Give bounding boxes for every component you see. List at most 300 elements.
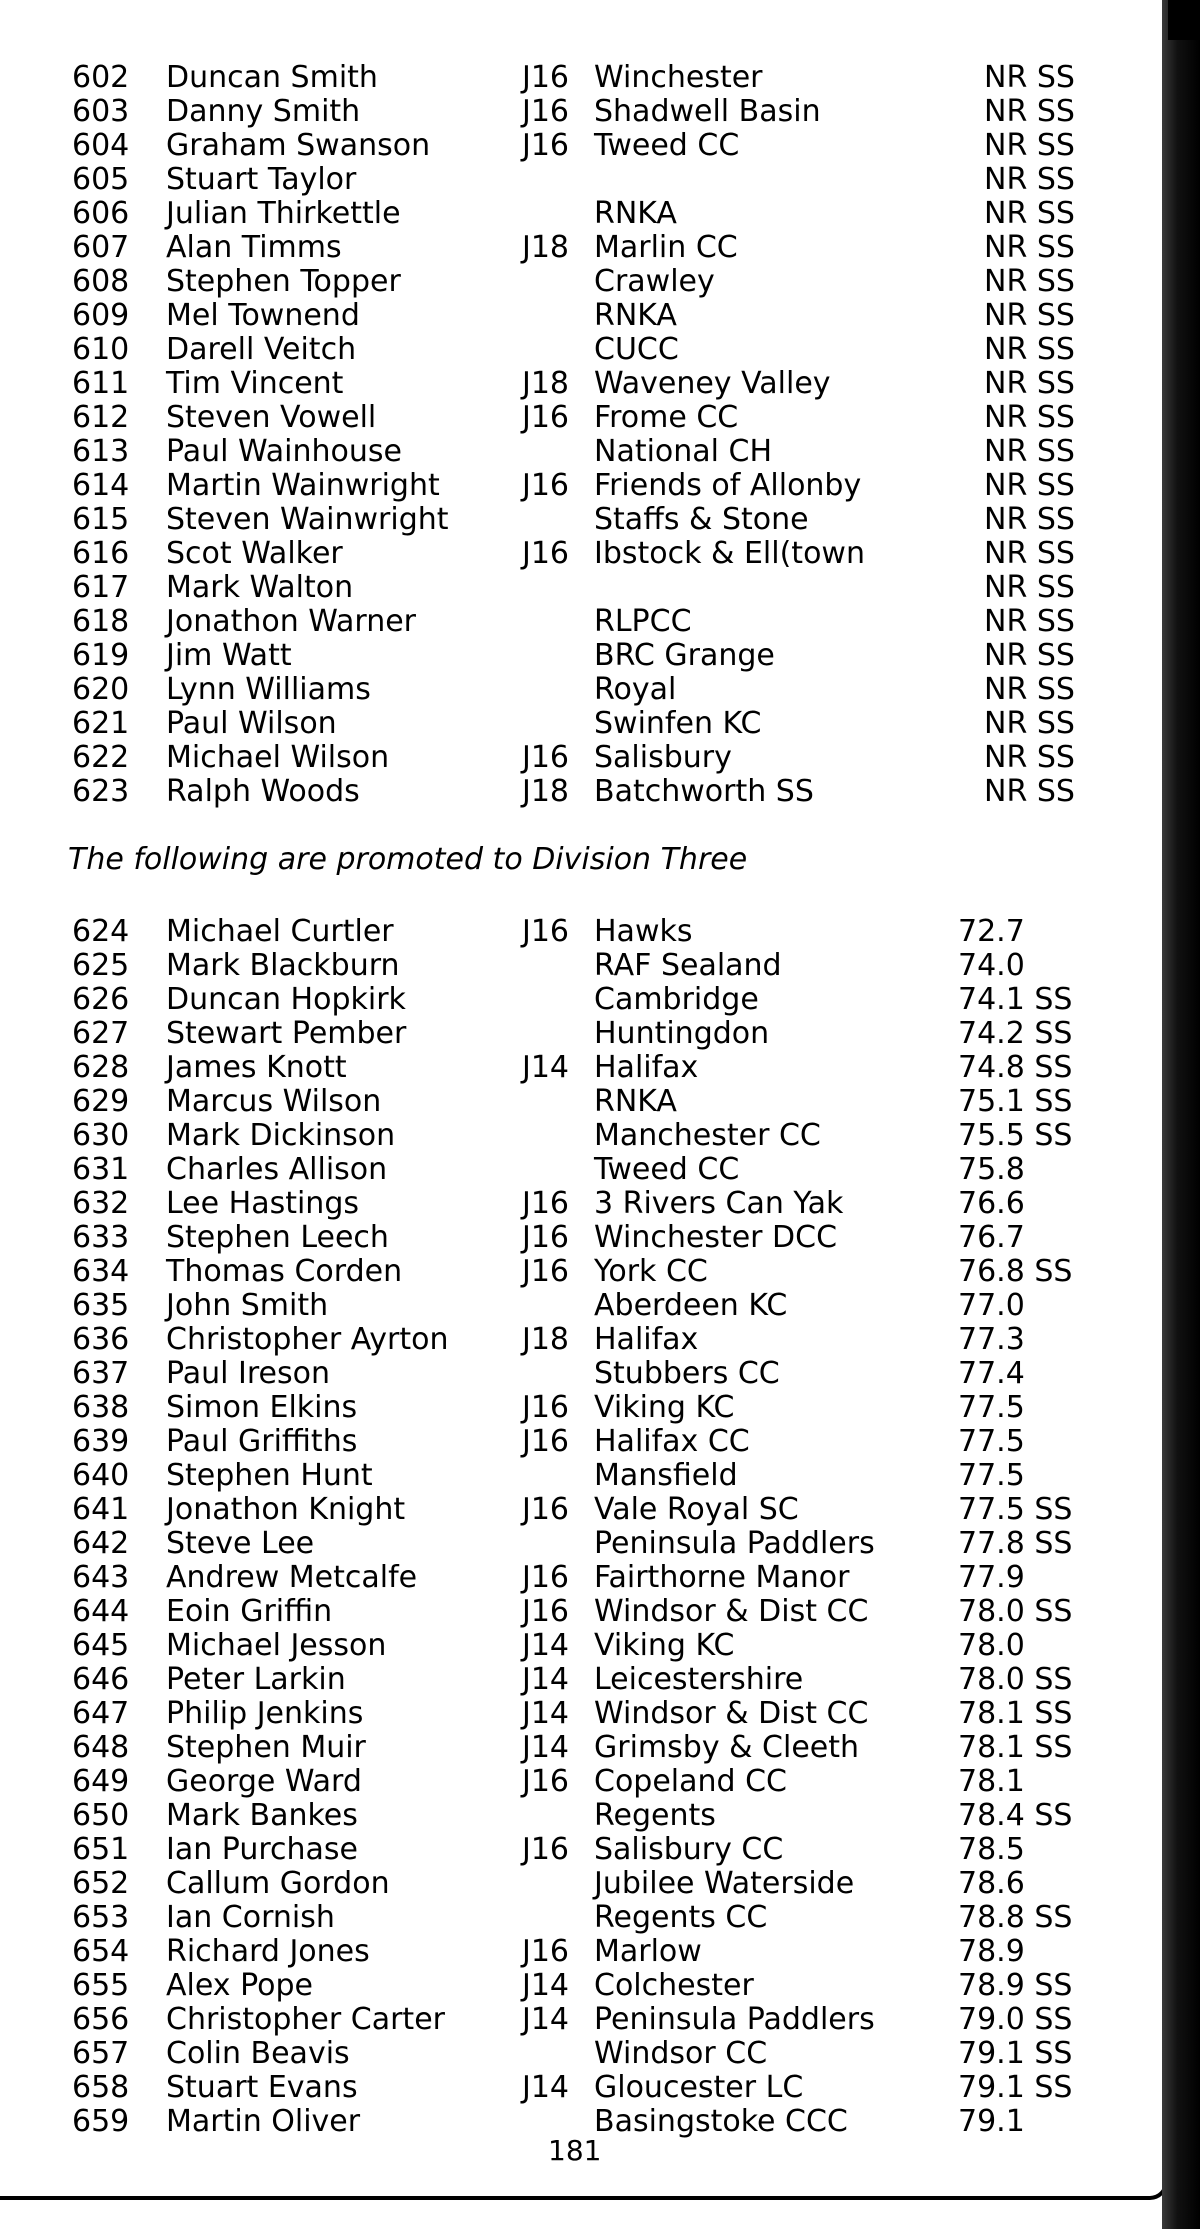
entry-number: 611 xyxy=(72,366,130,401)
result-mark: NR SS xyxy=(984,638,1075,673)
age-class: J18 xyxy=(522,366,570,401)
list-item xyxy=(0,1629,1100,1663)
club-name: Mansfield xyxy=(594,1458,738,1493)
list-item xyxy=(0,367,1100,401)
paddler-name: Duncan Hopkirk xyxy=(166,982,406,1017)
list-item xyxy=(0,1425,1100,1459)
entry-number: 626 xyxy=(72,982,130,1017)
age-class: J16 xyxy=(522,740,570,775)
paddler-name: Thomas Corden xyxy=(166,1254,403,1289)
list-item xyxy=(0,95,1100,129)
club-name: Halifax xyxy=(594,1322,699,1357)
list-item xyxy=(0,775,1100,809)
club-name: Windsor & Dist CC xyxy=(594,1594,869,1629)
club-name: Halifax xyxy=(594,1050,699,1085)
age-class: J16 xyxy=(522,536,570,571)
entry-number: 657 xyxy=(72,2036,130,2071)
entry-number: 608 xyxy=(72,264,130,299)
club-name: Salisbury CC xyxy=(594,1832,784,1867)
paddler-name: Jonathon Knight xyxy=(166,1492,406,1527)
list-item xyxy=(0,1221,1100,1255)
club-name: Hawks xyxy=(594,914,693,949)
club-name: Frome CC xyxy=(594,400,739,435)
entry-number: 630 xyxy=(72,1118,130,1153)
result-mark: 78.8 SS xyxy=(958,1900,1073,1935)
list-item xyxy=(0,1731,1100,1765)
section-heading: The following are promoted to Division Three xyxy=(68,842,748,877)
entry-number: 620 xyxy=(72,672,130,707)
result-mark: 77.5 SS xyxy=(958,1492,1073,1527)
list-item xyxy=(0,1969,1100,2003)
age-class: J16 xyxy=(522,400,570,435)
result-mark: 79.1 xyxy=(958,2104,1025,2139)
club-name: Basingstoke CCC xyxy=(594,2104,848,2139)
entry-number: 651 xyxy=(72,1832,130,1867)
paddler-name: Stuart Evans xyxy=(166,2070,358,2105)
list-item xyxy=(0,1493,1100,1527)
result-mark: 78.6 xyxy=(958,1866,1025,1901)
club-name: Cambridge xyxy=(594,982,759,1017)
entry-number: 642 xyxy=(72,1526,130,1561)
club-name: Waveney Valley xyxy=(594,366,831,401)
paddler-name: James Knott xyxy=(166,1050,347,1085)
result-mark: NR SS xyxy=(984,162,1075,197)
entry-number: 656 xyxy=(72,2002,130,2037)
result-mark: NR SS xyxy=(984,264,1075,299)
result-mark: NR SS xyxy=(984,298,1075,333)
result-mark: NR SS xyxy=(984,434,1075,469)
list-item xyxy=(0,1765,1100,1799)
paddler-name: Mel Townend xyxy=(166,298,360,333)
list-item xyxy=(0,1153,1100,1187)
entry-number: 604 xyxy=(72,128,130,163)
result-mark: NR SS xyxy=(984,366,1075,401)
club-name: Aberdeen KC xyxy=(594,1288,788,1323)
result-mark: 77.0 xyxy=(958,1288,1025,1323)
paddler-name: Paul Wainhouse xyxy=(166,434,402,469)
result-mark: 75.1 SS xyxy=(958,1084,1073,1119)
entry-number: 616 xyxy=(72,536,130,571)
club-name: Stubbers CC xyxy=(594,1356,780,1391)
list-item xyxy=(0,333,1100,367)
age-class: J14 xyxy=(522,1628,570,1663)
list-item xyxy=(0,741,1100,775)
entry-number: 609 xyxy=(72,298,130,333)
club-name: RNKA xyxy=(594,196,677,231)
club-name: Regents xyxy=(594,1798,716,1833)
paddler-name: Callum Gordon xyxy=(166,1866,390,1901)
entry-number: 635 xyxy=(72,1288,130,1323)
age-class: J16 xyxy=(522,1832,570,1867)
list-item xyxy=(0,1527,1100,1561)
paddler-name: Colin Beavis xyxy=(166,2036,350,2071)
entry-number: 639 xyxy=(72,1424,130,1459)
paddler-name: Julian Thirkettle xyxy=(166,196,401,231)
club-name: Tweed CC xyxy=(594,1152,740,1187)
club-name: Leicestershire xyxy=(594,1662,804,1697)
list-item xyxy=(0,673,1100,707)
promoted-list xyxy=(0,915,1100,2139)
club-name: Shadwell Basin xyxy=(594,94,821,129)
paddler-name: Paul Wilson xyxy=(166,706,337,741)
paddler-name: Michael Curtler xyxy=(166,914,394,949)
result-mark: 77.5 xyxy=(958,1458,1025,1493)
result-mark: NR SS xyxy=(984,774,1075,809)
club-name: Winchester xyxy=(594,60,763,95)
club-name: Marlow xyxy=(594,1934,702,1969)
entry-number: 654 xyxy=(72,1934,130,1969)
entry-number: 631 xyxy=(72,1152,130,1187)
unranked-list xyxy=(0,61,1100,809)
list-item xyxy=(0,1323,1100,1357)
list-item xyxy=(0,1391,1100,1425)
age-class: J14 xyxy=(522,1662,570,1697)
entry-number: 607 xyxy=(72,230,130,265)
result-mark: NR SS xyxy=(984,672,1075,707)
age-class: J14 xyxy=(522,2070,570,2105)
paddler-name: Stephen Hunt xyxy=(166,1458,373,1493)
entry-number: 658 xyxy=(72,2070,130,2105)
club-name: RNKA xyxy=(594,298,677,333)
club-name: Batchworth SS xyxy=(594,774,814,809)
paddler-name: John Smith xyxy=(166,1288,329,1323)
result-mark: 78.1 xyxy=(958,1764,1025,1799)
club-name: Crawley xyxy=(594,264,715,299)
result-mark: NR SS xyxy=(984,740,1075,775)
club-name: Regents CC xyxy=(594,1900,768,1935)
paddler-name: Martin Wainwright xyxy=(166,468,440,503)
paddler-name: Michael Jesson xyxy=(166,1628,387,1663)
paddler-name: Jonathon Warner xyxy=(166,604,417,639)
paddler-name: Andrew Metcalfe xyxy=(166,1560,418,1595)
entry-number: 619 xyxy=(72,638,130,673)
club-name: BRC Grange xyxy=(594,638,775,673)
club-name: Swinfen KC xyxy=(594,706,762,741)
list-item xyxy=(0,1561,1100,1595)
list-item xyxy=(0,915,1100,949)
paddler-name: Paul Griffiths xyxy=(166,1424,358,1459)
entry-number: 640 xyxy=(72,1458,130,1493)
list-item xyxy=(0,605,1100,639)
book-spine-top xyxy=(1168,0,1200,40)
paddler-name: Ian Cornish xyxy=(166,1900,335,1935)
entry-number: 629 xyxy=(72,1084,130,1119)
entry-number: 645 xyxy=(72,1628,130,1663)
result-mark: 77.5 xyxy=(958,1424,1025,1459)
entry-number: 633 xyxy=(72,1220,130,1255)
paddler-name: Duncan Smith xyxy=(166,60,378,95)
entry-number: 603 xyxy=(72,94,130,129)
age-class: J16 xyxy=(522,60,570,95)
age-class: J18 xyxy=(522,230,570,265)
entry-number: 653 xyxy=(72,1900,130,1935)
club-name: Jubilee Waterside xyxy=(594,1866,855,1901)
entry-number: 634 xyxy=(72,1254,130,1289)
result-mark: 77.4 xyxy=(958,1356,1025,1391)
club-name: Salisbury xyxy=(594,740,732,775)
club-name: CUCC xyxy=(594,332,679,367)
age-class: J16 xyxy=(522,914,570,949)
list-item xyxy=(0,2003,1100,2037)
club-name: RAF Sealand xyxy=(594,948,782,983)
entry-number: 614 xyxy=(72,468,130,503)
club-name: National CH xyxy=(594,434,773,469)
list-item xyxy=(0,503,1100,537)
paddler-name: Eoin Griffin xyxy=(166,1594,333,1629)
age-class: J16 xyxy=(522,1594,570,1629)
entry-number: 652 xyxy=(72,1866,130,1901)
result-mark: 78.5 xyxy=(958,1832,1025,1867)
result-mark: 78.9 SS xyxy=(958,1968,1073,2003)
list-item xyxy=(0,129,1100,163)
list-item xyxy=(0,1085,1100,1119)
paddler-name: Stephen Leech xyxy=(166,1220,389,1255)
age-class: J16 xyxy=(522,1254,570,1289)
entry-number: 612 xyxy=(72,400,130,435)
age-class: J18 xyxy=(522,774,570,809)
list-item xyxy=(0,1119,1100,1153)
list-item xyxy=(0,1459,1100,1493)
list-item xyxy=(0,2071,1100,2105)
result-mark: NR SS xyxy=(984,196,1075,231)
club-name: RLPCC xyxy=(594,604,692,639)
list-item xyxy=(0,1289,1100,1323)
paddler-name: Mark Blackburn xyxy=(166,948,400,983)
result-mark: 78.0 xyxy=(958,1628,1025,1663)
club-name: Vale Royal SC xyxy=(594,1492,799,1527)
list-item xyxy=(0,1357,1100,1391)
entry-number: 618 xyxy=(72,604,130,639)
entry-number: 606 xyxy=(72,196,130,231)
entry-number: 643 xyxy=(72,1560,130,1595)
club-name: RNKA xyxy=(594,1084,677,1119)
list-item xyxy=(0,2037,1100,2071)
club-name: Royal xyxy=(594,672,677,707)
club-name: Friends of Allonby xyxy=(594,468,862,503)
paddler-name: Graham Swanson xyxy=(166,128,431,163)
age-class: J16 xyxy=(522,94,570,129)
club-name: Manchester CC xyxy=(594,1118,821,1153)
paddler-name: Ralph Woods xyxy=(166,774,360,809)
age-class: J16 xyxy=(522,1186,570,1221)
result-mark: 78.1 SS xyxy=(958,1696,1073,1731)
result-mark: NR SS xyxy=(984,60,1075,95)
list-item xyxy=(0,435,1100,469)
result-mark: 77.3 xyxy=(958,1322,1025,1357)
list-item xyxy=(0,1901,1100,1935)
club-name: Huntingdon xyxy=(594,1016,770,1051)
paddler-name: Philip Jenkins xyxy=(166,1696,364,1731)
list-item xyxy=(0,163,1100,197)
list-item xyxy=(0,401,1100,435)
entry-number: 641 xyxy=(72,1492,130,1527)
club-name: Tweed CC xyxy=(594,128,740,163)
age-class: J18 xyxy=(522,1322,570,1357)
result-mark: NR SS xyxy=(984,502,1075,537)
club-name: Halifax CC xyxy=(594,1424,750,1459)
paddler-name: Christopher Carter xyxy=(166,2002,445,2037)
result-mark: NR SS xyxy=(984,332,1075,367)
age-class: J14 xyxy=(522,2002,570,2037)
list-item xyxy=(0,265,1100,299)
entry-number: 632 xyxy=(72,1186,130,1221)
result-mark: 76.6 xyxy=(958,1186,1025,1221)
result-mark: NR SS xyxy=(984,468,1075,503)
list-item xyxy=(0,1867,1100,1901)
list-item xyxy=(0,571,1100,605)
club-name: Gloucester LC xyxy=(594,2070,804,2105)
entry-number: 602 xyxy=(72,60,130,95)
result-mark: 72.7 xyxy=(958,914,1025,949)
entry-number: 623 xyxy=(72,774,130,809)
page-number: 181 xyxy=(548,2134,602,2167)
entry-number: 622 xyxy=(72,740,130,775)
entry-number: 605 xyxy=(72,162,130,197)
paddler-name: Danny Smith xyxy=(166,94,361,129)
result-mark: 79.1 SS xyxy=(958,2070,1073,2105)
result-mark: 74.8 SS xyxy=(958,1050,1073,1085)
club-name: Staffs & Stone xyxy=(594,502,809,537)
list-item xyxy=(0,1595,1100,1629)
paddler-name: Steven Wainwright xyxy=(166,502,449,537)
paddler-name: Mark Bankes xyxy=(166,1798,358,1833)
paddler-name: Tim Vincent xyxy=(166,366,344,401)
paddler-name: Alan Timms xyxy=(166,230,342,265)
result-mark: NR SS xyxy=(984,230,1075,265)
list-item xyxy=(0,299,1100,333)
list-item xyxy=(0,949,1100,983)
list-item xyxy=(0,1935,1100,1969)
list-item xyxy=(0,231,1100,265)
age-class: J16 xyxy=(522,1424,570,1459)
list-item xyxy=(0,197,1100,231)
result-mark: NR SS xyxy=(984,604,1075,639)
age-class: J16 xyxy=(522,128,570,163)
entry-number: 610 xyxy=(72,332,130,367)
result-mark: 78.0 SS xyxy=(958,1662,1073,1697)
club-name: Winchester DCC xyxy=(594,1220,838,1255)
entry-number: 655 xyxy=(72,1968,130,2003)
list-item xyxy=(0,61,1100,95)
list-item xyxy=(0,1697,1100,1731)
result-mark: 77.5 xyxy=(958,1390,1025,1425)
paddler-name: Steve Lee xyxy=(166,1526,315,1561)
club-name: 3 Rivers Can Yak xyxy=(594,1186,844,1221)
paddler-name: Stephen Muir xyxy=(166,1730,366,1765)
paddler-name: Stephen Topper xyxy=(166,264,401,299)
club-name: Colchester xyxy=(594,1968,754,2003)
paddler-name: Michael Wilson xyxy=(166,740,390,775)
club-name: Viking KC xyxy=(594,1628,735,1663)
result-mark: 76.8 SS xyxy=(958,1254,1073,1289)
paddler-name: Peter Larkin xyxy=(166,1662,346,1697)
paddler-name: Richard Jones xyxy=(166,1934,370,1969)
entry-number: 638 xyxy=(72,1390,130,1425)
age-class: J14 xyxy=(522,1968,570,2003)
paddler-name: Ian Purchase xyxy=(166,1832,359,1867)
age-class: J16 xyxy=(522,1560,570,1595)
result-mark: 78.9 xyxy=(958,1934,1025,1969)
entry-number: 615 xyxy=(72,502,130,537)
result-mark: NR SS xyxy=(984,94,1075,129)
entry-number: 650 xyxy=(72,1798,130,1833)
result-mark: 78.4 SS xyxy=(958,1798,1073,1833)
paddler-name: George Ward xyxy=(166,1764,362,1799)
list-item xyxy=(0,537,1100,571)
club-name: Peninsula Paddlers xyxy=(594,2002,875,2037)
club-name: Peninsula Paddlers xyxy=(594,1526,875,1561)
club-name: Copeland CC xyxy=(594,1764,788,1799)
list-item xyxy=(0,983,1100,1017)
paddler-name: Marcus Wilson xyxy=(166,1084,382,1119)
result-mark: 79.1 SS xyxy=(958,2036,1073,2071)
result-mark: 74.0 xyxy=(958,948,1025,983)
entry-number: 627 xyxy=(72,1016,130,1051)
age-class: J14 xyxy=(522,1050,570,1085)
result-mark: 74.1 SS xyxy=(958,982,1073,1017)
list-item xyxy=(0,1187,1100,1221)
list-item xyxy=(0,639,1100,673)
entry-number: 659 xyxy=(72,2104,130,2139)
age-class: J16 xyxy=(522,1492,570,1527)
club-name: Viking KC xyxy=(594,1390,735,1425)
paddler-name: Charles Allison xyxy=(166,1152,388,1187)
age-class: J16 xyxy=(522,1934,570,1969)
paddler-name: Darell Veitch xyxy=(166,332,357,367)
entry-number: 617 xyxy=(72,570,130,605)
paddler-name: Steven Vowell xyxy=(166,400,377,435)
club-name: Windsor CC xyxy=(594,2036,768,2071)
club-name: Grimsby & Cleeth xyxy=(594,1730,860,1765)
club-name: Ibstock & Ell(town xyxy=(594,536,865,571)
entry-number: 624 xyxy=(72,914,130,949)
entry-number: 648 xyxy=(72,1730,130,1765)
entry-number: 644 xyxy=(72,1594,130,1629)
entry-number: 621 xyxy=(72,706,130,741)
result-mark: NR SS xyxy=(984,128,1075,163)
list-item xyxy=(0,1051,1100,1085)
list-item xyxy=(0,1255,1100,1289)
result-mark: 78.0 SS xyxy=(958,1594,1073,1629)
paddler-name: Lynn Williams xyxy=(166,672,371,707)
entry-number: 637 xyxy=(72,1356,130,1391)
result-mark: NR SS xyxy=(984,536,1075,571)
paddler-name: Alex Pope xyxy=(166,1968,313,2003)
result-mark: NR SS xyxy=(984,570,1075,605)
paddler-name: Lee Hastings xyxy=(166,1186,359,1221)
entry-number: 649 xyxy=(72,1764,130,1799)
list-item xyxy=(0,1799,1100,1833)
age-class: J16 xyxy=(522,468,570,503)
entry-number: 647 xyxy=(72,1696,130,1731)
paddler-name: Paul Ireson xyxy=(166,1356,330,1391)
club-name: Windsor & Dist CC xyxy=(594,1696,869,1731)
age-class: J16 xyxy=(522,1220,570,1255)
paddler-name: Jim Watt xyxy=(166,638,292,673)
club-name: York CC xyxy=(594,1254,708,1289)
result-mark: NR SS xyxy=(984,706,1075,741)
age-class: J16 xyxy=(522,1764,570,1799)
list-item xyxy=(0,469,1100,503)
paddler-name: Stuart Taylor xyxy=(166,162,357,197)
club-name: Fairthorne Manor xyxy=(594,1560,850,1595)
result-mark: 77.9 xyxy=(958,1560,1025,1595)
result-mark: NR SS xyxy=(984,400,1075,435)
result-mark: 74.2 SS xyxy=(958,1016,1073,1051)
result-mark: 77.8 SS xyxy=(958,1526,1073,1561)
paddler-name: Martin Oliver xyxy=(166,2104,361,2139)
entry-number: 636 xyxy=(72,1322,130,1357)
